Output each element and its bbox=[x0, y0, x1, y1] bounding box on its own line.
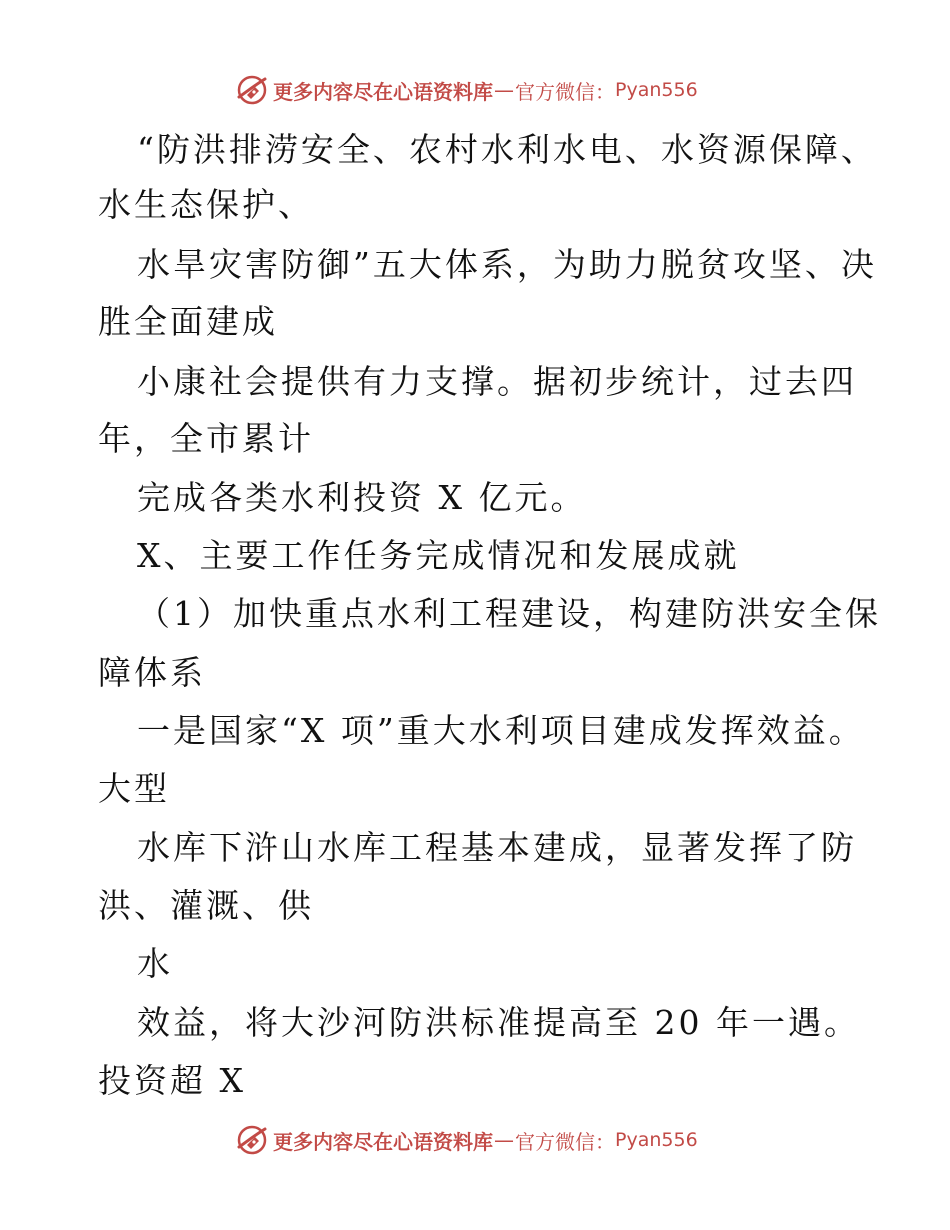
pen-nib-logo-icon bbox=[235, 1123, 269, 1157]
subsection-heading: （1）加快重点水利工程建设，构建防洪安全保 bbox=[137, 594, 881, 633]
pen-nib-logo-icon bbox=[235, 73, 269, 107]
body-line: 水旱灾害防御”五大体系，为助力脱贫攻坚、决 bbox=[137, 245, 877, 284]
body-line: 洪、灌溉、供 bbox=[98, 886, 314, 925]
body-line: 水库下浒山水库工程基本建成，显著发挥了防 bbox=[137, 828, 857, 867]
body-line: 大型 bbox=[98, 769, 170, 808]
watermark-account: Pyan556 bbox=[615, 79, 698, 101]
body-line: 完成各类水利投资 X 亿元。 bbox=[137, 478, 587, 517]
body-line: 效益，将大沙河防洪标准提高至 20 年一遇。 bbox=[137, 1003, 860, 1042]
watermark-label: 官方微信： bbox=[515, 1129, 615, 1154]
watermark-main-text: 更多内容尽在心语资料库 bbox=[273, 79, 493, 104]
body-line: 水生态保护、 bbox=[98, 185, 314, 224]
header-watermark bbox=[235, 72, 698, 108]
body-line: 投资超 X bbox=[98, 1061, 246, 1100]
watermark-main-text: 更多内容尽在心语资料库 bbox=[273, 1129, 493, 1154]
body-line: 年，全市累计 bbox=[98, 419, 314, 458]
watermark-label: 官方微信： bbox=[515, 79, 615, 104]
body-line: 胜全面建成 bbox=[98, 302, 278, 341]
body-line: 小康社会提供有力支撑。据初步统计，过去四 bbox=[137, 362, 857, 401]
footer-watermark bbox=[235, 1122, 698, 1158]
body-line: 一是国家“X 项”重大水利项目建成发挥效益。 bbox=[137, 711, 865, 750]
body-line: “防洪排涝安全、农村水利水电、水资源保障、 bbox=[137, 130, 877, 169]
section-heading: X、主要工作任务完成情况和发展成就 bbox=[137, 536, 740, 575]
watermark-separator: — bbox=[494, 1128, 514, 1152]
watermark-separator: — bbox=[494, 78, 514, 102]
body-line: 障体系 bbox=[98, 653, 206, 692]
body-line: 水 bbox=[137, 944, 173, 983]
watermark-account: Pyan556 bbox=[615, 1129, 698, 1151]
